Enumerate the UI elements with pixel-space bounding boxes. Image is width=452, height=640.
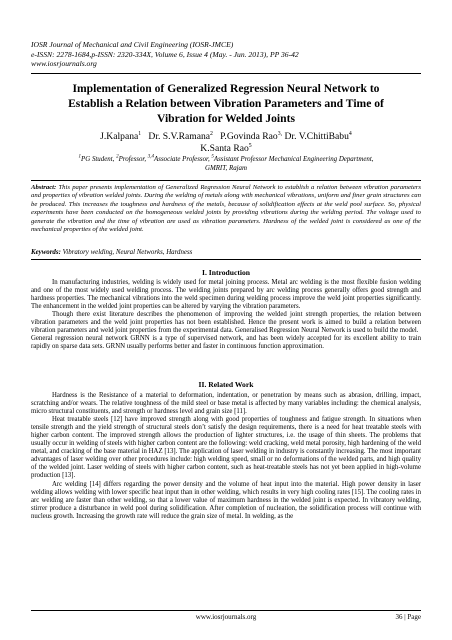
- author-superscript: 1: [138, 130, 142, 137]
- abstract-label: Abstract:: [31, 184, 57, 191]
- affiliation: [31, 156, 421, 173]
- footer-website: www.iosrjournals.org: [195, 613, 257, 621]
- author-name: Dr. S.V.Ramana: [148, 131, 211, 142]
- keywords: [31, 249, 421, 258]
- author-superscript: 2: [210, 130, 213, 137]
- paragraph: General regression neural network GRNN is a type of supervised network, and has been widely accepted for its excellent ability to train rapidly on sparse data sets. GRNN usually performs better and faster in continuous function approximation.: [31, 335, 421, 351]
- author-superscript: 4: [348, 130, 352, 137]
- title-line: Vibration for Welded Joints: [157, 111, 295, 125]
- affiliation-text: Assistant Professor Mechanical Engineering Department,: [213, 156, 374, 163]
- author-name: Dr. V.ChittiBabu: [284, 131, 349, 142]
- paragraph: Arc welding [14] differs regarding the power density and the volume of heat input into the material. High power density in laser welding allows welding with lower specific heat input than in other welding, which results in very high cooling rates [15]. The cooling rates in arc welding are faster than other welding, so that a lower value of maximum hardness in the welded joint is expected. In vibratory welding, stirrer produce a disturbance in weld pool during solidification. After completion of nucleation, the solidification process will continue with nucleus growth. Increasing the growth rate will reduce the grain size of metal. In welding, as the: [31, 480, 421, 520]
- title-line: Establish a Relation between Vibration Parameters and Time of: [68, 96, 384, 110]
- author-name: K.Santa Rao: [200, 142, 249, 154]
- keywords-bottom-rule: [31, 259, 421, 260]
- author-superscript: 5: [248, 142, 252, 149]
- author-name: P.Govinda Rao: [220, 131, 278, 142]
- footer-rule: [31, 610, 421, 611]
- author-list: [31, 131, 421, 155]
- journal-header: [31, 40, 299, 69]
- author-superscript: 3,: [277, 130, 283, 137]
- paragraph: Though there exist literature describes the phenomenon of improving the welded joint strength properties, the relation between vibration parameters and the weld joint properties has not been established. Hence the present work is aimed to build a relation between vibration parameters and weld joint properties from the experimental data. Generalised Regression Neural Network is used to build the model.: [31, 311, 421, 335]
- author-name: J.Kalpana: [100, 131, 139, 142]
- affiliation-text: Professor,: [118, 156, 148, 163]
- abstract-text: This paper presents implementation of Generalized Regression Neural Network to establish a relation between vibration parameters and properties of vibration welded joints. During the welding of metals along with mechanical vibrations, uniform and finer grain structures can be produced. This increases the toughness and hardness of the metals, because of solidification effects at the weld pool surface. So, physical experiments have been conducted on the homogeneous welded joints by providing vibrations during the welding period. The voltage used to generate the vibration and the time of vibration are used as vibration parameters. Hardness of the welded joint is considered as one of the mechanical properties of the welded joint.: [31, 184, 421, 234]
- affiliation-text: Associate Professor,: [154, 156, 212, 163]
- keywords-text: Vibratory welding, Neural Networks, Hardness: [60, 249, 193, 256]
- related-work-body: [31, 392, 421, 521]
- paragraph: Heat treatable steels [12] have improved strength along with good properties of toughness and fatigue strength. In situations when tensile strength and the yield strength of structural steels don’t satisfy the design requirements, there is a need for heat treatable steels with higher carbon content. The improved strength allows the production of lighter structures, i.e. the usage of thin sheets. The problems that usually occur in welding of steels with higher carbon content are the following: weld cracking, weld metal porosity, high hardening of the weld metal, and cracking of the base material in HAZ [13]. The application of laser welding in industry is constantly increasing. The most important advantages of laser welding over other procedures include: high welding speed, small or no deformations of the welded parts, and high quality of the welded joint. Laser welding of steels with higher carbon content, such as heat-treatable steels has not yet been applied in high-volume production [13].: [31, 416, 421, 480]
- affiliation-text: PG Student,: [81, 156, 117, 163]
- journal-website: www.iosrjournals.org: [31, 59, 97, 69]
- section-heading-introduction: I. Introduction: [202, 268, 250, 277]
- journal-name: IOSR Journal of Mechanical and Civil Engineering (IOSR-JMCE): [31, 40, 234, 49]
- section-heading-related-work: II. Related Work: [198, 380, 254, 389]
- affiliation-superscript: 2: [116, 154, 119, 160]
- keywords-label: Keywords:: [31, 249, 61, 256]
- abstract: [31, 184, 421, 234]
- introduction-body: [31, 279, 421, 351]
- page-number: 36 | Page: [395, 613, 421, 621]
- paragraph: In manufacturing industries, welding is widely used for metal joining process. Metal arc welding is the most flexible fusion welding and one of the most widely used welding process. The welding joints prepared by arc welding process generally offers good strength and hardness properties. The mechanical vibrations into the weld specimen during welding process improve the weld joint properties significantly. The enhancement in the welded joint properties can be altered by varying the vibration parameters.: [31, 279, 421, 311]
- header-rule: [31, 73, 421, 74]
- affiliation-institution: GMRIT, Rajam: [205, 164, 247, 172]
- abstract-top-rule: [31, 180, 421, 181]
- affiliation-superscript: 1: [78, 154, 82, 160]
- affiliation-superscript: 5: [211, 154, 214, 160]
- affiliation-superscript: 3,4: [147, 154, 155, 160]
- title-line: Implementation of Generalized Regression Neural Network to: [72, 82, 380, 95]
- paper-title: [31, 82, 421, 126]
- paragraph: Hardness is the Resistance of a material to deformation, indentation, or penetration by means such as abrasion, drilling, impact, scratching and/or wears. The relative toughness of the mild steel or base metal is affected by many variables including: the chemical analysis, micro structural constituents, and strength or hardness level and grain size [11].: [31, 392, 421, 416]
- issn-line: e-ISSN: 2278-1684,p-ISSN: 2320-334X, Volume 6, Issue 4 (May. - Jun. 2013), PP 36-42: [31, 49, 299, 59]
